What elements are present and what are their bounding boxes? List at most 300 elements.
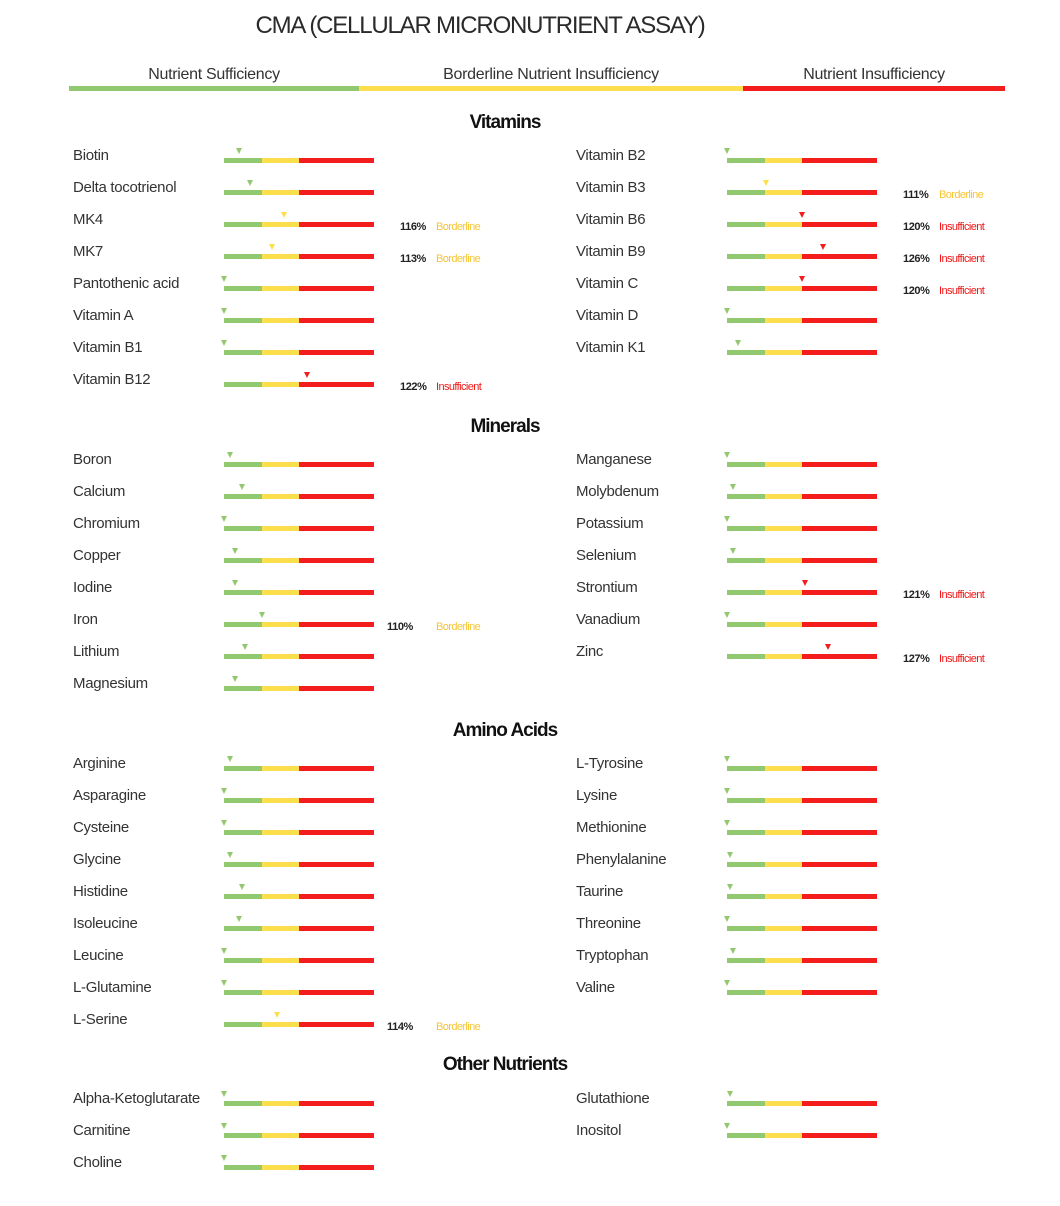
gauge-iron [224, 612, 374, 628]
gauge-segment-yellow [262, 958, 299, 963]
level-marker [236, 148, 242, 154]
level-marker [281, 212, 287, 218]
gauge-segment-red [299, 766, 374, 771]
percent-value-vitamin-b9: 126% [903, 253, 930, 265]
level-marker [802, 580, 808, 586]
gauge-potassium [727, 516, 877, 532]
gauge-segment-red [299, 1101, 374, 1106]
gauge-segment-green [224, 318, 262, 323]
status-badge-mk7: Borderline [436, 253, 481, 265]
nutrient-label-vitamin-b12: Vitamin B12 [73, 371, 151, 388]
gauge-segment-green [727, 286, 765, 291]
nutrient-label-delta-tocotrienol: Delta tocotrienol [73, 179, 177, 196]
nutrient-label-copper: Copper [73, 547, 121, 564]
gauge-segment-green [224, 558, 262, 563]
gauge-segment-yellow [765, 654, 802, 659]
gauge-segment-yellow [765, 526, 802, 531]
gauge-segment-red [299, 1133, 374, 1138]
section-title-minerals: Minerals [470, 416, 540, 437]
level-marker [221, 948, 227, 954]
gauge-valine [727, 980, 877, 996]
status-badge-iron: Borderline [436, 621, 481, 633]
nutrient-label-vitamin-a: Vitamin A [73, 307, 134, 324]
level-marker [730, 948, 736, 954]
gauge-segment-red [802, 830, 877, 835]
level-marker [724, 788, 730, 794]
gauge-segment-red [299, 894, 374, 899]
gauge-segment-yellow [262, 1133, 299, 1138]
gauge-segment-green [224, 1101, 262, 1106]
gauge-segment-yellow [765, 254, 802, 259]
gauge-delta-tocotrienol [224, 180, 374, 196]
nutrient-label-manganese: Manganese [576, 451, 652, 468]
level-marker [221, 340, 227, 346]
gauge-segment-red [299, 590, 374, 595]
gauge-segment-yellow [765, 558, 802, 563]
nutrient-label-glycine: Glycine [73, 851, 121, 868]
gauge-magnesium [224, 676, 374, 692]
nutrient-label-vanadium: Vanadium [576, 611, 641, 628]
gauge-segment-yellow [262, 1165, 299, 1170]
gauge-tryptophan [727, 948, 877, 964]
gauge-segment-yellow [262, 558, 299, 563]
gauge-vanadium [727, 612, 877, 628]
percent-value-vitamin-b3: 111% [903, 189, 929, 201]
level-marker [724, 916, 730, 922]
nutrient-label-valine: Valine [576, 979, 615, 996]
gauge-segment-red [802, 222, 877, 227]
nutrient-label-methionine: Methionine [576, 819, 647, 836]
nutrient-label-tryptophan: Tryptophan [576, 947, 649, 964]
level-marker [727, 884, 733, 890]
gauge-segment-red [299, 558, 374, 563]
percent-value-iron: 110% [387, 621, 413, 633]
gauge-segment-yellow [262, 766, 299, 771]
gauge-segment-red [802, 158, 877, 163]
nutrient-label-arginine: Arginine [73, 755, 126, 772]
legend-label-borderline: Borderline Nutrient Insufficiency [443, 66, 659, 83]
gauge-segment-yellow [765, 318, 802, 323]
gauge-segment-yellow [765, 1101, 802, 1106]
level-marker [227, 852, 233, 858]
gauge-taurine [727, 884, 877, 900]
legend-bar-borderline [359, 86, 743, 91]
gauge-cysteine [224, 820, 374, 836]
gauge-segment-red [299, 654, 374, 659]
gauge-segment-green [224, 1165, 262, 1170]
legend-label-insufficiency: Nutrient Insufficiency [803, 66, 945, 83]
gauge-segment-red [802, 254, 877, 259]
percent-value-mk4: 116% [400, 221, 426, 233]
level-marker [221, 1091, 227, 1097]
gauge-segment-green [727, 894, 765, 899]
level-marker [236, 916, 242, 922]
gauge-segment-yellow [765, 862, 802, 867]
level-marker [239, 884, 245, 890]
gauge-segment-green [727, 190, 765, 195]
gauge-glutathione [727, 1091, 877, 1107]
nutrient-label-biotin: Biotin [73, 147, 109, 164]
gauge-segment-red [802, 462, 877, 467]
section-title-vitamins: Vitamins [469, 112, 541, 133]
gauge-segment-red [802, 766, 877, 771]
gauge-segment-red [802, 558, 877, 563]
gauge-segment-yellow [262, 190, 299, 195]
gauge-segment-green [224, 894, 262, 899]
gauge-segment-red [299, 1165, 374, 1170]
gauge-segment-yellow [262, 654, 299, 659]
gauge-segment-green [727, 622, 765, 627]
nutrient-label-molybdenum: Molybdenum [576, 483, 659, 500]
nutrient-label-chromium: Chromium [73, 515, 140, 532]
gauge-asparagine [224, 788, 374, 804]
gauge-segment-red [299, 830, 374, 835]
nutrient-label-taurine: Taurine [576, 883, 624, 900]
gauge-l-tyrosine [727, 756, 877, 772]
gauge-segment-green [727, 350, 765, 355]
nutrient-label-mk7: MK7 [73, 243, 103, 260]
gauge-segment-red [802, 894, 877, 899]
percent-value-vitamin-c: 120% [903, 285, 930, 297]
gauge-segment-green [224, 766, 262, 771]
status-badge-mk4: Borderline [436, 221, 481, 233]
gauge-lysine [727, 788, 877, 804]
level-marker [799, 212, 805, 218]
nutrient-label-strontium: Strontium [576, 579, 638, 596]
gauge-segment-red [299, 190, 374, 195]
gauge-segment-yellow [262, 158, 299, 163]
gauge-segment-red [299, 318, 374, 323]
gauge-segment-red [802, 318, 877, 323]
gauge-vitamin-d [727, 308, 877, 324]
gauge-segment-green [727, 654, 765, 659]
percent-value-l-serine: 114% [387, 1021, 413, 1033]
gauge-segment-red [299, 862, 374, 867]
level-marker [274, 1012, 280, 1018]
gauge-leucine [224, 948, 374, 964]
gauge-segment-green [727, 526, 765, 531]
level-marker [724, 1123, 730, 1129]
level-marker [724, 756, 730, 762]
nutrient-label-isoleucine: Isoleucine [73, 915, 138, 932]
gauge-segment-red [802, 526, 877, 531]
gauge-segment-green [224, 382, 262, 387]
nutrient-label-carnitine: Carnitine [73, 1122, 131, 1139]
gauge-segment-red [802, 990, 877, 995]
nutrient-label-cysteine: Cysteine [73, 819, 129, 836]
gauge-choline [224, 1155, 374, 1171]
level-marker [232, 580, 238, 586]
nutrient-label-vitamin-d: Vitamin D [576, 307, 639, 324]
gauge-segment-red [802, 590, 877, 595]
gauge-mk4 [224, 212, 374, 228]
level-marker [724, 308, 730, 314]
level-marker [242, 644, 248, 650]
status-badge-vitamin-b6: Insufficient [939, 221, 985, 233]
level-marker [730, 484, 736, 490]
gauge-segment-red [802, 926, 877, 931]
gauge-segment-yellow [262, 1022, 299, 1027]
gauge-segment-red [802, 958, 877, 963]
level-marker [763, 180, 769, 186]
gauge-segment-green [727, 494, 765, 499]
nutrient-label-l-serine: L-Serine [73, 1011, 128, 1028]
gauge-histidine [224, 884, 374, 900]
gauge-segment-red [299, 622, 374, 627]
percent-value-zinc: 127% [903, 653, 930, 665]
nutrient-label-l-glutamine: L-Glutamine [73, 979, 152, 996]
gauge-vitamin-b3 [727, 180, 877, 196]
level-marker [232, 676, 238, 682]
gauge-segment-green [224, 862, 262, 867]
gauge-segment-green [224, 350, 262, 355]
gauge-segment-green [224, 590, 262, 595]
nutrient-label-vitamin-b9: Vitamin B9 [576, 243, 646, 260]
gauge-segment-green [224, 1022, 262, 1027]
gauge-segment-green [727, 318, 765, 323]
gauge-segment-yellow [765, 286, 802, 291]
level-marker [247, 180, 253, 186]
level-marker [221, 516, 227, 522]
nutrient-label-vitamin-b6: Vitamin B6 [576, 211, 646, 228]
gauge-segment-green [727, 798, 765, 803]
gauge-vitamin-b9 [727, 244, 877, 260]
gauge-segment-green [224, 1133, 262, 1138]
gauge-segment-yellow [262, 686, 299, 691]
level-marker [825, 644, 831, 650]
gauge-vitamin-b1 [224, 340, 374, 356]
gauge-segment-green [727, 590, 765, 595]
nutrient-label-pantothenic-acid: Pantothenic acid [73, 275, 180, 292]
gauge-segment-green [727, 926, 765, 931]
nutrient-label-calcium: Calcium [73, 483, 126, 500]
gauge-phenylalanine [727, 852, 877, 868]
gauge-segment-green [224, 926, 262, 931]
gauge-segment-yellow [765, 830, 802, 835]
gauge-segment-red [299, 494, 374, 499]
gauge-segment-green [224, 622, 262, 627]
gauge-segment-green [224, 462, 262, 467]
nutrient-label-vitamin-k1: Vitamin K1 [576, 339, 646, 356]
gauge-segment-red [299, 254, 374, 259]
gauge-segment-red [299, 686, 374, 691]
gauge-segment-red [299, 158, 374, 163]
gauge-boron [224, 452, 374, 468]
nutrient-label-glutathione: Glutathione [576, 1090, 650, 1107]
gauge-segment-red [299, 958, 374, 963]
gauge-segment-yellow [765, 350, 802, 355]
status-badge-vitamin-b3: Borderline [939, 189, 984, 201]
percent-value-strontium: 121% [903, 589, 930, 601]
gauge-segment-green [727, 158, 765, 163]
gauge-segment-red [802, 622, 877, 627]
nutrient-label-iron: Iron [73, 611, 98, 628]
gauge-segment-green [224, 158, 262, 163]
gauge-segment-yellow [262, 894, 299, 899]
gauge-segment-red [802, 798, 877, 803]
gauge-segment-yellow [765, 158, 802, 163]
level-marker [227, 452, 233, 458]
level-marker [799, 276, 805, 282]
gauge-copper [224, 548, 374, 564]
level-marker [730, 548, 736, 554]
report-title: CMA (CELLULAR MICRONUTRIENT ASSAY) [255, 12, 705, 39]
level-marker [232, 548, 238, 554]
gauge-segment-green [727, 1133, 765, 1138]
status-badge-vitamin-b9: Insufficient [939, 253, 985, 265]
gauge-segment-red [802, 350, 877, 355]
gauge-calcium [224, 484, 374, 500]
gauge-segment-green [727, 990, 765, 995]
nutrient-label-selenium: Selenium [576, 547, 637, 564]
gauge-biotin [224, 148, 374, 164]
gauge-iodine [224, 580, 374, 596]
gauge-segment-yellow [765, 190, 802, 195]
gauge-segment-yellow [765, 894, 802, 899]
gauge-segment-green [727, 766, 765, 771]
gauge-segment-yellow [262, 462, 299, 467]
gauge-segment-red [802, 1101, 877, 1106]
gauge-segment-red [299, 286, 374, 291]
gauge-segment-yellow [262, 350, 299, 355]
gauge-segment-green [727, 254, 765, 259]
level-marker [221, 1123, 227, 1129]
gauge-segment-yellow [262, 254, 299, 259]
gauge-segment-yellow [765, 958, 802, 963]
gauge-alpha-ketoglutarate [224, 1091, 374, 1107]
gauge-segment-yellow [765, 798, 802, 803]
gauge-segment-green [727, 222, 765, 227]
level-marker [239, 484, 245, 490]
level-marker [724, 516, 730, 522]
percent-value-mk7: 113% [400, 253, 426, 265]
level-marker [269, 244, 275, 250]
gauge-pantothenic-acid [224, 276, 374, 292]
gauge-segment-yellow [765, 590, 802, 595]
level-marker [727, 852, 733, 858]
gauge-segment-green [224, 494, 262, 499]
status-badge-l-serine: Borderline [436, 1021, 481, 1033]
nutrient-label-mk4: MK4 [73, 211, 103, 228]
gauge-vitamin-b12 [224, 372, 374, 388]
gauge-segment-green [224, 286, 262, 291]
gauge-segment-red [299, 350, 374, 355]
gauge-vitamin-k1 [727, 340, 877, 356]
nutrient-label-l-tyrosine: L-Tyrosine [576, 755, 644, 772]
nutrient-label-boron: Boron [73, 451, 112, 468]
gauge-segment-green [224, 958, 262, 963]
nutrient-label-inositol: Inositol [576, 1122, 622, 1139]
gauge-segment-yellow [262, 830, 299, 835]
gauge-inositol [727, 1123, 877, 1139]
nutrient-label-alpha-ketoglutarate: Alpha-Ketoglutarate [73, 1090, 200, 1107]
nutrient-label-vitamin-c: Vitamin C [576, 275, 639, 292]
gauge-vitamin-b2 [727, 148, 877, 164]
gauge-segment-red [802, 862, 877, 867]
nutrient-label-vitamin-b3: Vitamin B3 [576, 179, 646, 196]
percent-value-vitamin-b12: 122% [400, 381, 427, 393]
gauge-methionine [727, 820, 877, 836]
gauge-segment-red [802, 286, 877, 291]
gauge-manganese [727, 452, 877, 468]
level-marker [259, 612, 265, 618]
gauge-selenium [727, 548, 877, 564]
gauge-segment-green [727, 462, 765, 467]
gauge-segment-yellow [765, 462, 802, 467]
level-marker [304, 372, 310, 378]
gauge-segment-green [224, 654, 262, 659]
gauge-segment-green [224, 686, 262, 691]
gauge-segment-green [727, 862, 765, 867]
gauge-segment-yellow [262, 798, 299, 803]
gauge-chromium [224, 516, 374, 532]
nutrient-label-iodine: Iodine [73, 579, 113, 596]
gauge-l-glutamine [224, 980, 374, 996]
nutrient-label-histidine: Histidine [73, 883, 128, 900]
status-badge-zinc: Insufficient [939, 653, 985, 665]
level-marker [221, 820, 227, 826]
gauge-arginine [224, 756, 374, 772]
gauge-segment-red [299, 462, 374, 467]
gauge-vitamin-b6 [727, 212, 877, 228]
nutrient-label-threonine: Threonine [576, 915, 641, 932]
gauge-molybdenum [727, 484, 877, 500]
gauge-segment-red [802, 654, 877, 659]
gauge-mk7 [224, 244, 374, 260]
gauge-segment-red [802, 1133, 877, 1138]
gauge-segment-yellow [262, 590, 299, 595]
legend-bar-sufficiency [69, 86, 359, 91]
nutrient-label-magnesium: Magnesium [73, 675, 148, 692]
nutrient-label-vitamin-b2: Vitamin B2 [576, 147, 646, 164]
gauge-vitamin-a [224, 308, 374, 324]
gauge-segment-green [224, 990, 262, 995]
gauge-segment-red [299, 1022, 374, 1027]
gauge-segment-yellow [262, 286, 299, 291]
nutrient-label-asparagine: Asparagine [73, 787, 146, 804]
gauge-segment-red [299, 222, 374, 227]
gauge-segment-red [299, 798, 374, 803]
gauge-segment-red [299, 926, 374, 931]
percent-value-vitamin-b6: 120% [903, 221, 930, 233]
level-marker [221, 980, 227, 986]
gauge-isoleucine [224, 916, 374, 932]
gauge-threonine [727, 916, 877, 932]
gauge-segment-yellow [262, 926, 299, 931]
gauge-vitamin-c [727, 276, 877, 292]
gauge-segment-yellow [765, 622, 802, 627]
section-title-amino-acids: Amino Acids [452, 720, 558, 741]
gauge-segment-yellow [262, 990, 299, 995]
nutrient-label-lithium: Lithium [73, 643, 120, 660]
gauge-segment-green [224, 254, 262, 259]
gauge-segment-yellow [765, 990, 802, 995]
gauge-segment-yellow [765, 222, 802, 227]
status-badge-vitamin-c: Insufficient [939, 285, 985, 297]
nutrient-label-zinc: Zinc [576, 643, 604, 660]
gauge-segment-green [727, 830, 765, 835]
gauge-segment-green [727, 958, 765, 963]
level-marker [724, 452, 730, 458]
gauge-segment-green [727, 1101, 765, 1106]
nutrient-label-leucine: Leucine [73, 947, 124, 964]
level-marker [221, 1155, 227, 1161]
gauge-segment-yellow [262, 862, 299, 867]
gauge-segment-red [299, 990, 374, 995]
section-title-other-nutrients: Other Nutrients [442, 1054, 568, 1075]
level-marker [820, 244, 826, 250]
gauge-segment-red [299, 382, 374, 387]
